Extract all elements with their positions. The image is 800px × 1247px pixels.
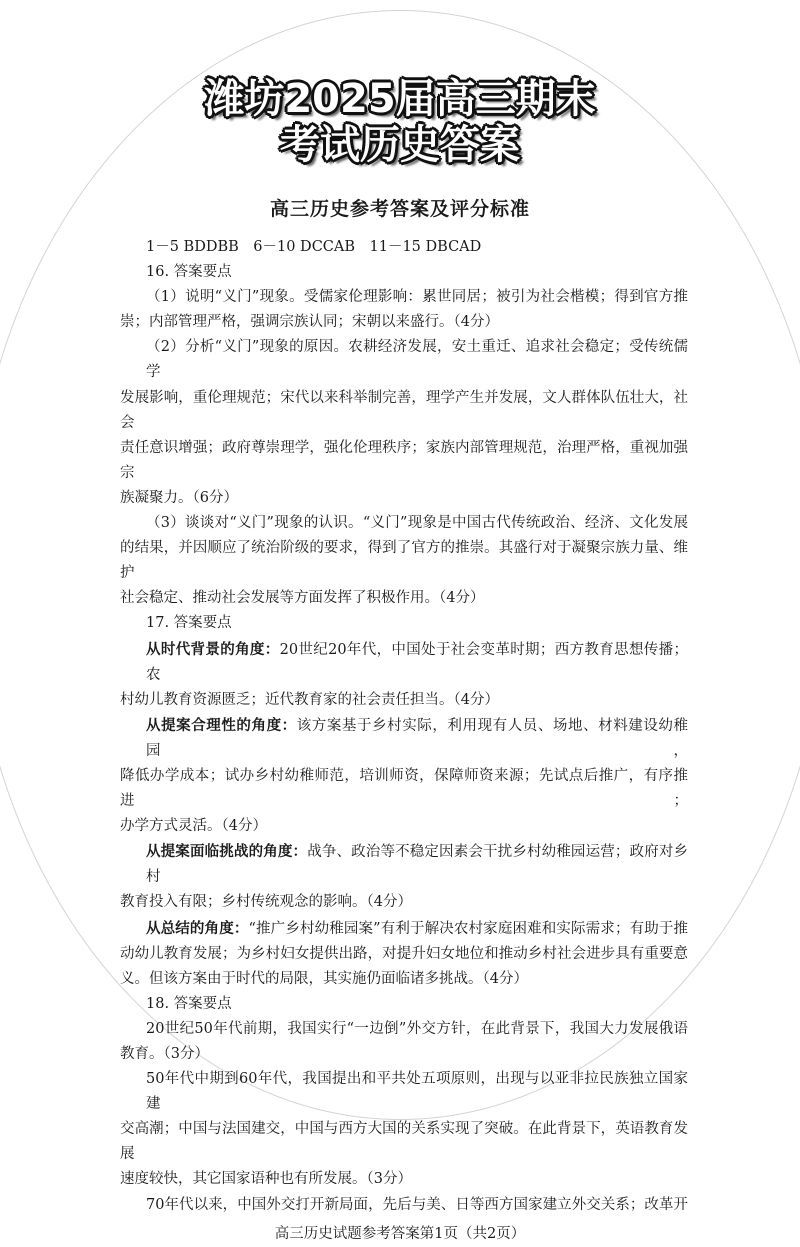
section-label: 从提案合理性的角度： — [146, 716, 297, 734]
text-line — [120, 992, 688, 1017]
text-line — [120, 713, 688, 764]
section-label: 从时代背景的角度： — [146, 640, 280, 658]
line-text: 该方案基于乡村实际，利用现有人员、场地、材料建设幼稚园， — [146, 717, 689, 759]
line-text: 教育投入有限；乡村传统观念的影响。（4分） — [120, 894, 412, 911]
line-text: 义。但该方案由于时代的局限，其实施仍面临诸多挑战。（4分） — [120, 970, 528, 987]
line-text: 16. 答案要点 — [146, 264, 232, 281]
paragraph — [120, 260, 688, 285]
paragraph — [120, 713, 688, 839]
line-text: 社会稳定、推动社会发展等方面发挥了积极作用。（4分） — [120, 590, 485, 607]
text-line — [120, 1042, 688, 1067]
section-label: 从总结的角度： — [146, 919, 249, 937]
text-line — [120, 1067, 688, 1117]
paragraph — [120, 511, 688, 611]
text-line — [120, 611, 688, 636]
answer-body — [120, 235, 688, 1218]
text-line — [120, 1193, 688, 1218]
text-line — [120, 1167, 688, 1192]
page-footer: 高三历史试题参考答案第1页（共2页） — [274, 1225, 526, 1242]
paragraph — [120, 1067, 688, 1192]
text-line — [120, 637, 688, 688]
line-text: 责任意识增强；政府尊崇理学，强化伦理秩序；家族内部管理规范，治理严格，重视加强宗 — [120, 439, 688, 481]
line-text: “推广乡村幼稚园案”有利于解决农村家庭困难和实际需求；有助于推 — [248, 920, 689, 937]
paragraph — [120, 1193, 688, 1218]
line-text: 教育。（3分） — [120, 1046, 209, 1062]
line-text: 族凝聚力。（6分） — [120, 489, 238, 506]
line-text: （1）说明“义门”现象。受儒家伦理影响：累世同居；被引为社会楷模；得到官方推 — [146, 289, 688, 306]
text-line — [120, 586, 688, 611]
line-text: 速度较快，其它国家语种也有所发展。（3分） — [120, 1171, 412, 1188]
line-text: 战争、政治等不稳定因素会干扰乡村幼稚园运营；政府对乡村 — [146, 844, 689, 886]
line-text: 办学方式灵活。（4分） — [120, 818, 267, 835]
line-text: 交高潮；中国与法国建交，中国与西方大国的关系实现了突破。在此背景下，英语教育发展 — [120, 1121, 688, 1163]
text-line — [120, 1017, 688, 1042]
text-line — [120, 967, 688, 992]
line-text: 18. 答案要点 — [146, 995, 232, 1012]
line-text: 70年代以来，中国外交打开新局面，先后与美、日等西方国家建立外交关系；改革开 — [146, 1196, 688, 1213]
paragraph — [120, 992, 688, 1017]
line-text: 降低办学成本；试办乡村幼稚师范，培训师资，保障师资来源；先试点后推广，有序推进； — [120, 767, 688, 810]
text-line — [120, 942, 688, 967]
paragraph — [120, 916, 688, 992]
text-line — [120, 688, 688, 713]
line-text: 1－5 BDDBB 6－10 DCCAB 11－15 DBCAD — [146, 239, 482, 255]
line-text: （3）谈谈对“义门”现象的认识。“义门”现象是中国古代传统政治、经济、文化发展 — [146, 515, 688, 532]
line-text: 崇；内部管理严格，强调宗族认同；宋朝以来盛行。（4分） — [120, 314, 499, 331]
line-text: 发展影响，重伦理规范；宋代以来科举制完善，理学产生并发展，文人群体队伍壮大，社会 — [120, 389, 688, 431]
text-line — [120, 486, 688, 511]
banner — [0, 76, 800, 168]
line-text: 村幼儿教育资源匮乏；近代教育家的社会责任担当。（4分） — [120, 691, 499, 708]
content-flow — [0, 235, 800, 1247]
text-line — [120, 890, 688, 915]
text-line — [120, 839, 688, 890]
line-text: 50年代中期到60年代，我国提出和平共处五项原则，出现与以亚非拉民族独立国家建 — [146, 1071, 688, 1113]
line-text: 动幼儿教育发展；为乡村妇女提供出路，对提升妇女地位和推动乡村社会进步具有重要意 — [120, 945, 688, 962]
text-line — [120, 285, 688, 310]
line-text: 的结果，并因顺应了统治阶级的要求，得到了官方的推崇。其盛行对于凝聚宗族力量、维护 — [120, 540, 688, 582]
banner-title-line1: 潍坊2025届高三期末 — [204, 76, 596, 122]
text-line — [120, 386, 688, 436]
line-text: 17. 答案要点 — [146, 615, 232, 632]
document-heading: 高三历史参考答案及评分标准 — [269, 198, 530, 220]
line-text: 20世纪20年代，中国处于社会变革时期；西方教育思想传播；农 — [146, 641, 688, 683]
line-text: （2）分析“义门”现象的原因。农耕经济发展，安土重迁、追求社会稳定；受传统儒学 — [146, 339, 688, 381]
text-line — [120, 260, 688, 285]
text-line — [120, 1117, 688, 1167]
paragraph — [120, 637, 688, 713]
paragraph — [120, 611, 688, 636]
text-line — [120, 536, 688, 586]
text-line — [120, 335, 688, 385]
text-line — [120, 814, 688, 839]
text-line — [120, 235, 688, 260]
paragraph — [120, 1017, 688, 1067]
text-line — [120, 764, 688, 814]
text-line — [120, 916, 688, 942]
paragraph — [120, 235, 688, 260]
paragraph — [120, 335, 688, 511]
text-line — [120, 436, 688, 486]
line-text: 20世纪50年代前期，我国实行“一边倒”外交方针，在此背景下，我国大力发展俄语 — [146, 1020, 688, 1037]
text-line — [120, 511, 688, 536]
section-label: 从提案面临挑战的角度： — [146, 843, 308, 861]
paragraph — [120, 285, 688, 335]
paragraph — [120, 839, 688, 915]
text-line — [120, 310, 688, 335]
banner-title-line2: 考试历史答案 — [280, 122, 520, 168]
